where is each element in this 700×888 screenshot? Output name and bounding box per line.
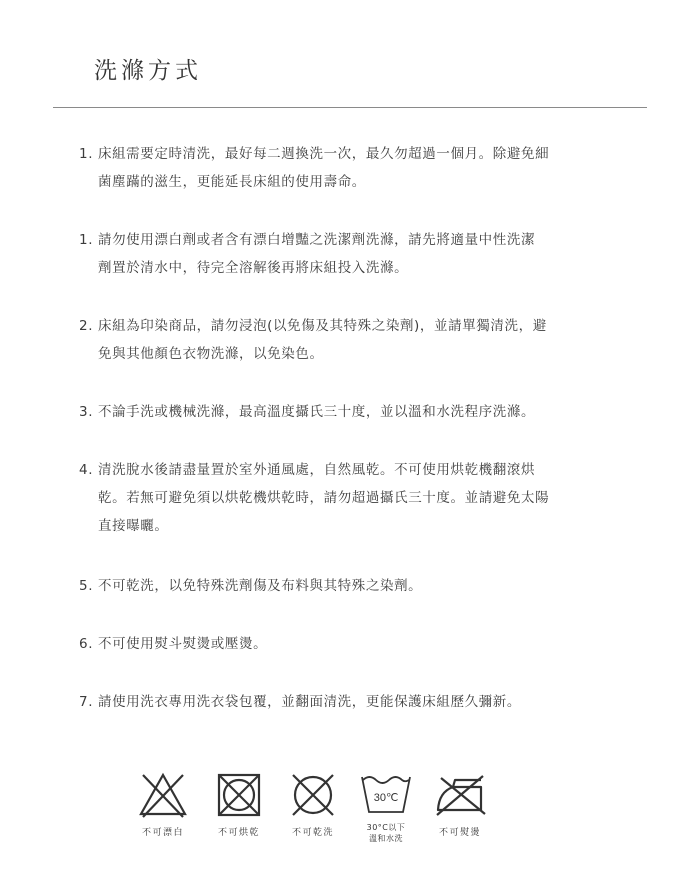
instruction-item bbox=[79, 688, 579, 716]
care-symbol-no-bleach bbox=[126, 772, 200, 839]
instruction-line: 2. 床組為印染商品，請勿浸泡(以免傷及其特殊之染劑)，並請單獨清洗，避 bbox=[79, 318, 547, 334]
care-label-line: 溫和水洗 bbox=[369, 834, 403, 843]
instruction-item bbox=[79, 630, 579, 658]
instruction-line: 乾。若無可避免須以烘乾機烘乾時，請勿超過攝氏三十度。並請避免太陽 bbox=[98, 490, 550, 506]
title-divider bbox=[53, 107, 647, 108]
no-dry-clean-icon bbox=[288, 772, 338, 818]
no-bleach-icon bbox=[138, 772, 188, 818]
care-label: 不可烘乾 bbox=[217, 828, 260, 838]
instruction-line: 4. 清洗脫水後請盡量置於室外通風處，自然風乾。不可使用烘乾機翻滾烘 bbox=[79, 462, 536, 478]
instruction-item bbox=[79, 140, 579, 196]
instruction-item bbox=[79, 312, 579, 368]
page-title: 洗滌方式 bbox=[94, 58, 202, 84]
instruction-item bbox=[79, 456, 579, 540]
instruction-line: 菌塵蹣的滋生，更能延長床組的使用壽命。 bbox=[98, 174, 366, 190]
care-label-line: 30°C以下 bbox=[366, 823, 406, 832]
care-label: 不可漂白 bbox=[141, 828, 184, 838]
instruction-line: 免與其他顏色衣物洗滌，以免染色。 bbox=[98, 346, 324, 362]
instruction-item bbox=[79, 572, 579, 600]
care-label: 不可乾洗 bbox=[291, 828, 334, 838]
instruction-item bbox=[79, 398, 579, 426]
care-symbol-no-iron bbox=[423, 772, 497, 839]
care-symbol-wash-30 bbox=[349, 772, 423, 844]
no-iron-icon bbox=[433, 772, 487, 818]
wash-temp-text: 30℃ bbox=[373, 792, 399, 804]
instruction-line: 6. 不可使用熨斗熨燙或壓燙。 bbox=[79, 636, 268, 652]
instruction-item bbox=[79, 226, 579, 282]
instruction-line: 7. 請使用洗衣專用洗衣袋包覆，並翻面清洗，更能保護床組歷久彌新。 bbox=[79, 694, 521, 710]
care-symbol-no-dry-clean bbox=[276, 772, 350, 839]
care-label bbox=[349, 822, 423, 844]
care-symbol-no-tumble-dry bbox=[202, 772, 276, 839]
wash-30-gentle-icon bbox=[360, 772, 412, 818]
instruction-line: 劑置於清水中，待完全溶解後再將床組投入洗滌。 bbox=[98, 260, 409, 276]
instruction-line: 5. 不可乾洗，以免特殊洗劑傷及布料與其特殊之染劑。 bbox=[79, 578, 423, 594]
instruction-line: 1. 請勿使用漂白劑或者含有漂白增豔之洗潔劑洗滌，請先將適量中性洗潔 bbox=[79, 232, 536, 248]
instruction-line: 1. 床組需要定時清洗，最好每二週換洗一次，最久勿超過一個月。除避免細 bbox=[79, 146, 550, 162]
instruction-line: 3. 不論手洗或機械洗滌，最高溫度攝氏三十度，並以溫和水洗程序洗滌。 bbox=[79, 404, 536, 420]
care-label: 不可熨燙 bbox=[438, 828, 481, 838]
no-tumble-dry-icon bbox=[214, 772, 264, 818]
instruction-line: 直接曝曬。 bbox=[98, 518, 169, 534]
